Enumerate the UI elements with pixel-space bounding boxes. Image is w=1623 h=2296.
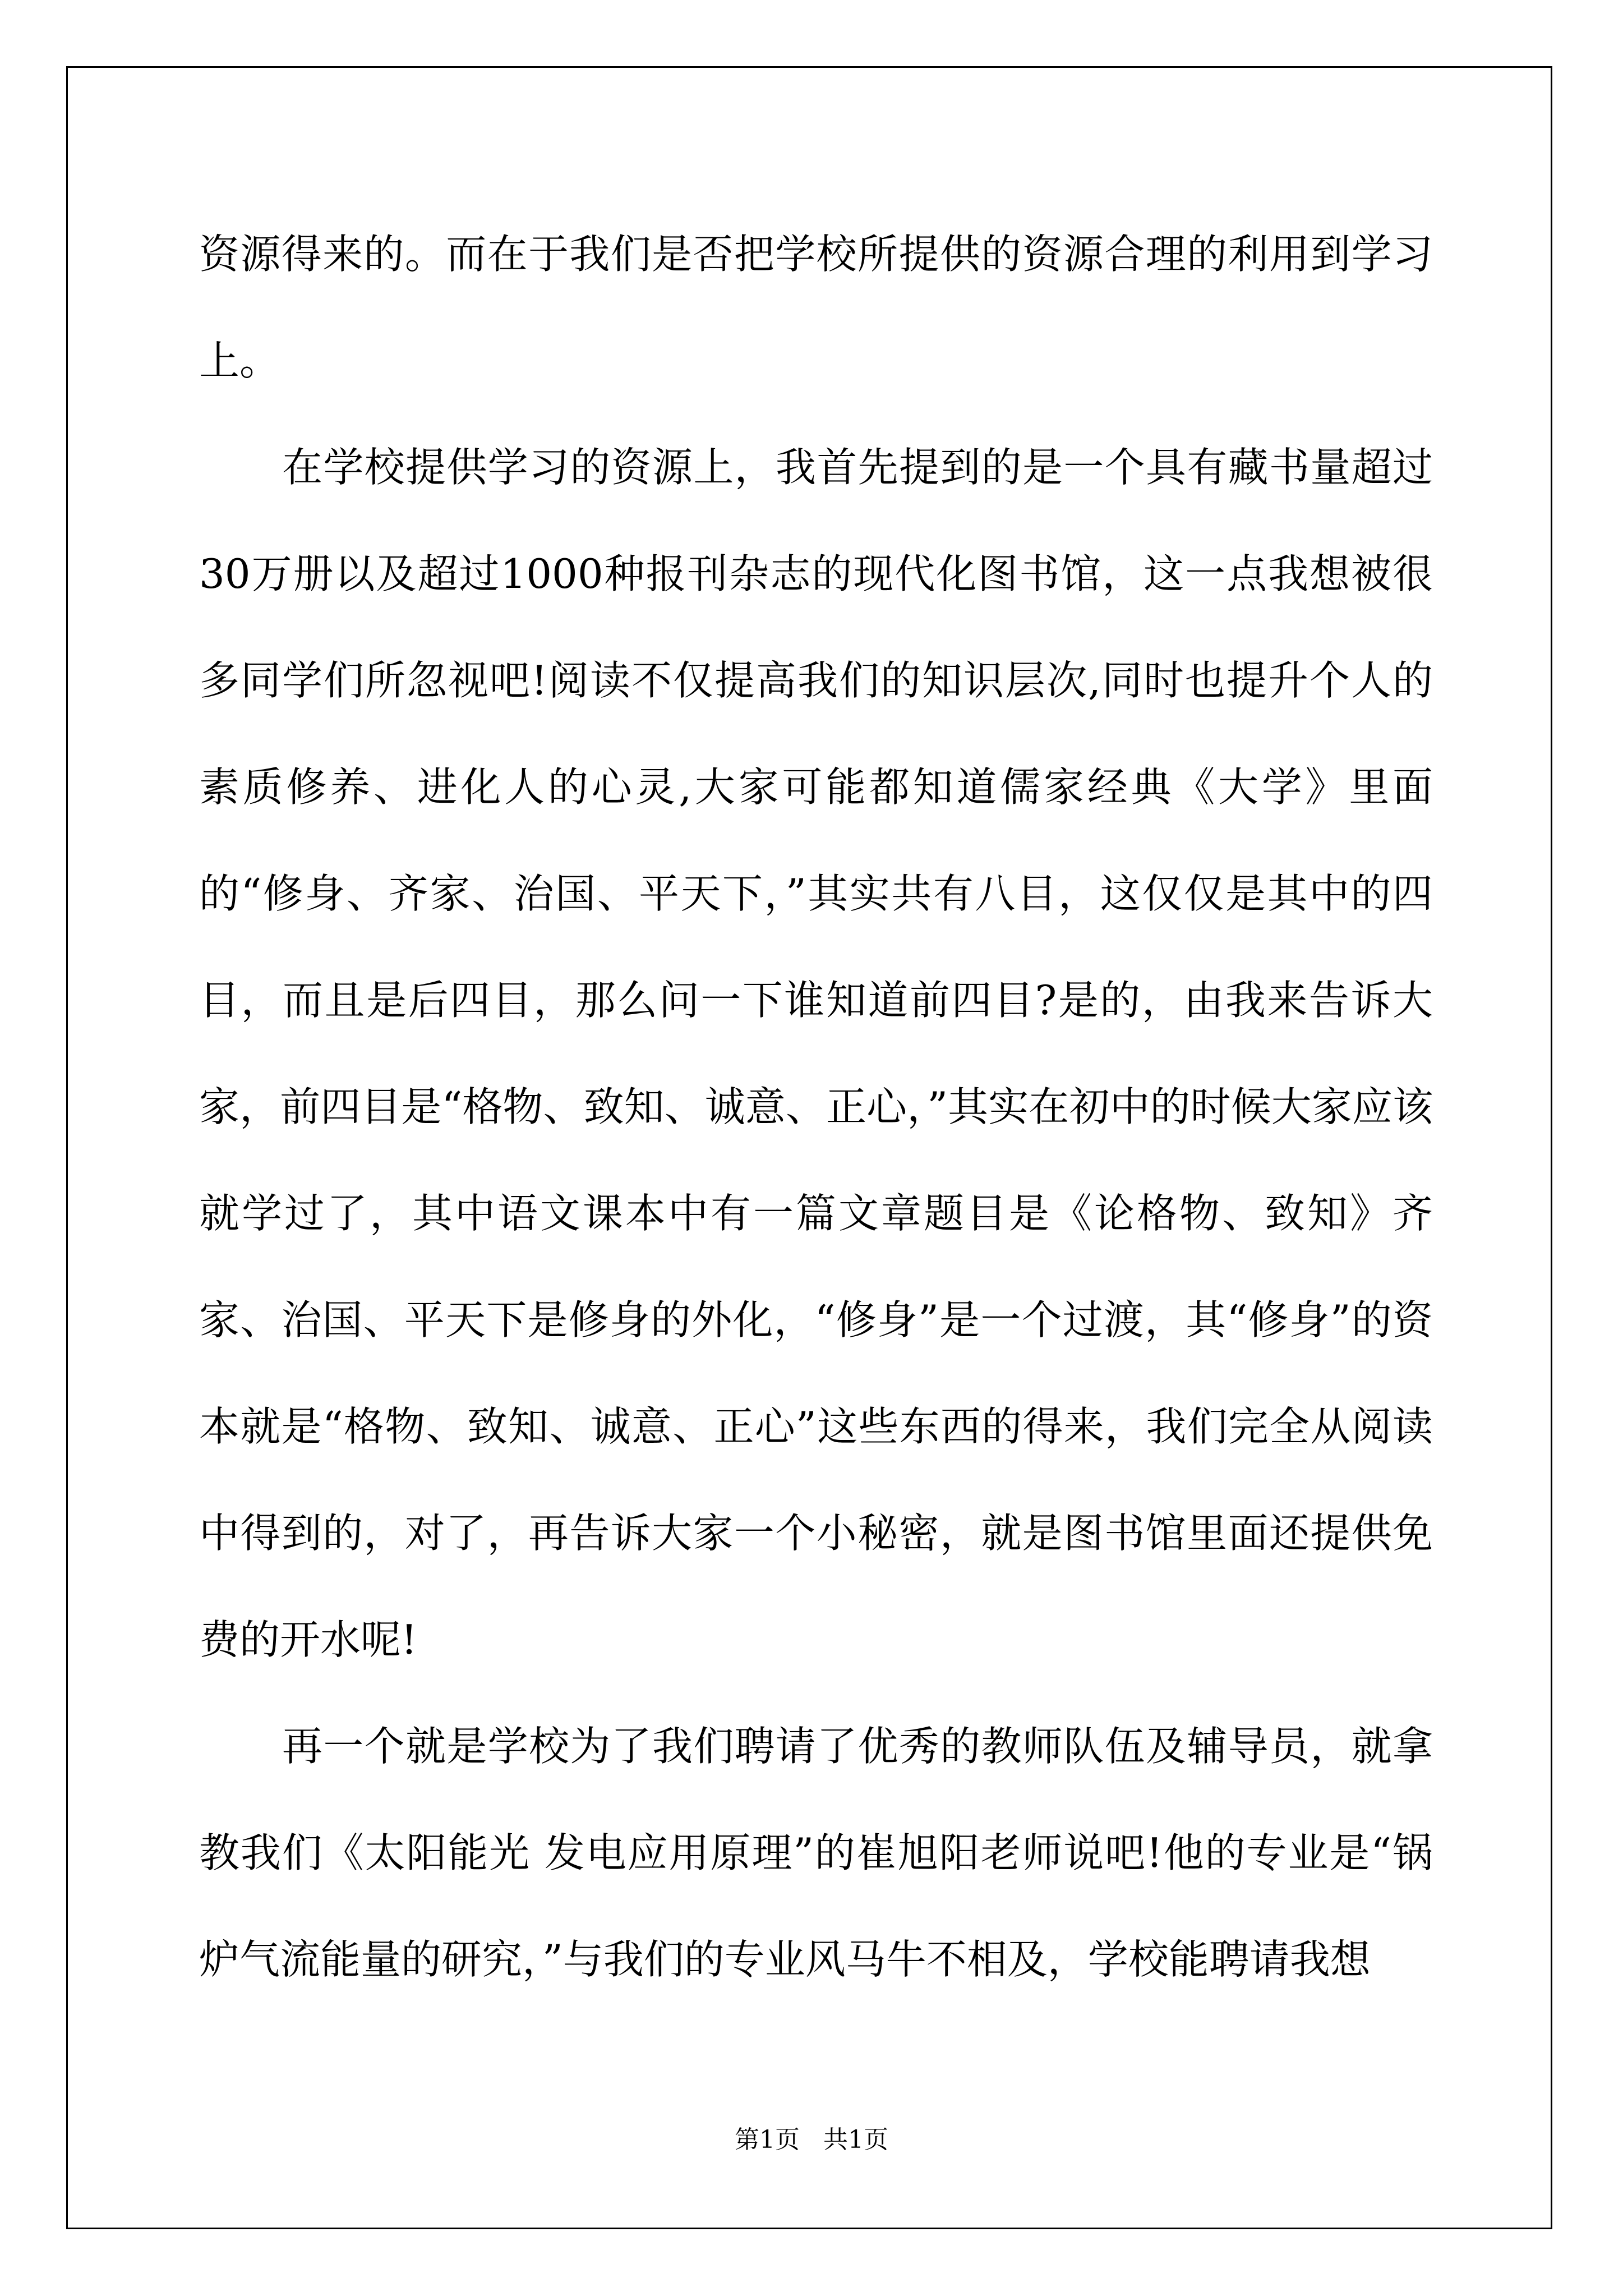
page-number: 第1页: [735, 2125, 800, 2154]
page-total: 共1页: [823, 2125, 888, 2154]
paragraph-2: 在学校提供学习的资源上，我首先提到的是一个具有藏书量超过30万册以及超过1000种报刊杂志的现代化图书馆，这一点我想被很多同学们所忽视吧!阅读不仅提高我们的知识层次,同时也提升个人的素质修养、进化人的心灵,大家可能都知道儒家经典《大学》里面的“修身、齐家、治国、平天下，”其实共有八目，这仅仅是其中的四目，而且是后四目，那么问一下谁知道前四目?是的，由我来告诉大家，前四目是“格物、致知、诚意、正心，”其实在初中的时候大家应该就学过了，其中语文课本中有一篇文章题目是《论格物、致知》齐家、治国、平天下是修身的外化，“修身”是一个过渡，其“修身”的资本就是“格物、致知、诚意、正心”这些东西的得来，我们完全从阅读中得到的，对了，再告诉大家一个小秘密，就是图书馆里面还提供免费的开水呢!: [199, 444, 1433, 1663]
page-footer: [0, 2123, 1623, 2157]
paragraph-3: 再一个就是学校为了我们聘请了优秀的教师队伍及辅导员，就拿教我们《太阳能光 发电应用原理”的崔旭阳老师说吧!他的专业是“锅炉气流能量的研究，”与我们的专业风马牛不相及，学校能聘请我想: [199, 1723, 1433, 1983]
document-body: [199, 201, 1433, 2013]
paragraph-1: 资源得来的。而在于我们是否把学校所提供的资源合理的利用到学习上。: [199, 231, 1433, 384]
